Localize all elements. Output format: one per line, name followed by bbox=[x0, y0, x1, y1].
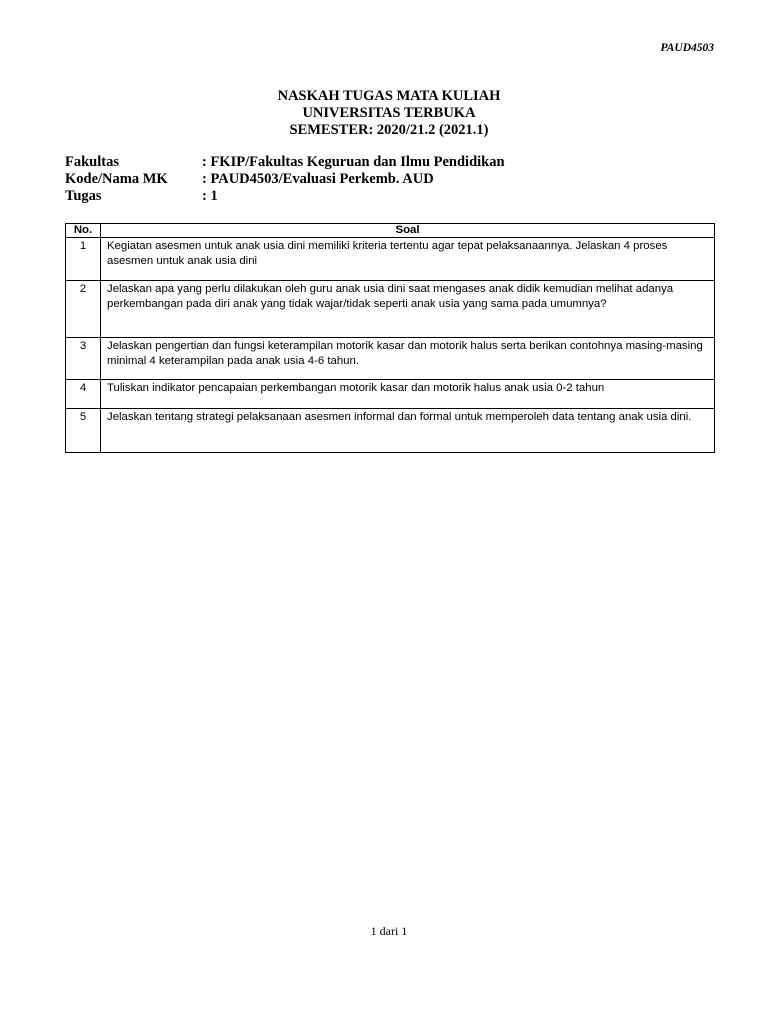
info-value: : 1 bbox=[202, 188, 218, 204]
table-row bbox=[66, 238, 715, 281]
title-line-2: UNIVERSITAS TERBUKA bbox=[302, 105, 476, 121]
info-label: Kode/Nama MK bbox=[65, 171, 168, 187]
table-row bbox=[66, 380, 715, 409]
questions-table bbox=[65, 223, 715, 453]
course-info bbox=[65, 154, 505, 205]
header-no: No. bbox=[66, 224, 101, 238]
question-text: Jelaskan tentang strategi pelaksanaan asesmen informal dan formal untuk memperoleh data tentang anak usia dini. bbox=[101, 409, 715, 453]
info-row-tugas bbox=[65, 188, 505, 205]
question-number: 4 bbox=[66, 380, 101, 409]
info-label: Fakultas bbox=[65, 154, 119, 170]
info-value: : FKIP/Fakultas Keguruan dan Ilmu Pendidikan bbox=[202, 154, 505, 170]
info-value: : PAUD4503/Evaluasi Perkemb. AUD bbox=[202, 171, 434, 187]
header-soal: Soal bbox=[101, 224, 715, 238]
question-text: Tuliskan indikator pencapaian perkembangan motorik kasar dan motorik halus anak usia 0-2 tahun bbox=[101, 380, 715, 409]
title-line-3: SEMESTER: 2020/21.2 (2021.1) bbox=[289, 122, 489, 138]
table-row bbox=[66, 409, 715, 453]
table-row bbox=[66, 338, 715, 380]
question-text: Kegiatan asesmen untuk anak usia dini memiliki kriteria tertentu agar tepat pelaksanaannya. Jelaskan 4 proses asesmen untuk anak usia dini bbox=[101, 238, 715, 281]
page-number: 1 dari 1 bbox=[370, 924, 408, 938]
info-label: Tugas bbox=[65, 188, 102, 204]
info-row-kode-mk bbox=[65, 171, 505, 188]
question-number: 3 bbox=[66, 338, 101, 380]
question-number: 1 bbox=[66, 238, 101, 281]
document-title bbox=[0, 88, 768, 139]
course-code: PAUD4503 bbox=[660, 42, 714, 54]
table-header-row bbox=[66, 224, 715, 238]
question-text: Jelaskan pengertian dan fungsi keterampilan motorik kasar dan motorik halus serta berikan contohnya masing-masing minimal 4 keterampilan pada anak usia 4-6 tahun. bbox=[101, 338, 715, 380]
title-line-1: NASKAH TUGAS MATA KULIAH bbox=[277, 88, 501, 104]
question-number: 5 bbox=[66, 409, 101, 453]
question-text: Jelaskan apa yang perlu dilakukan oleh guru anak usia dini saat mengases anak didik kemudian melihat adanya perkembangan pada diri anak yang tidak wajar/tidak seperti anak usia yang sama pada umumnya? bbox=[101, 281, 715, 338]
table-row bbox=[66, 281, 715, 338]
info-row-fakultas bbox=[65, 154, 505, 171]
question-number: 2 bbox=[66, 281, 101, 338]
